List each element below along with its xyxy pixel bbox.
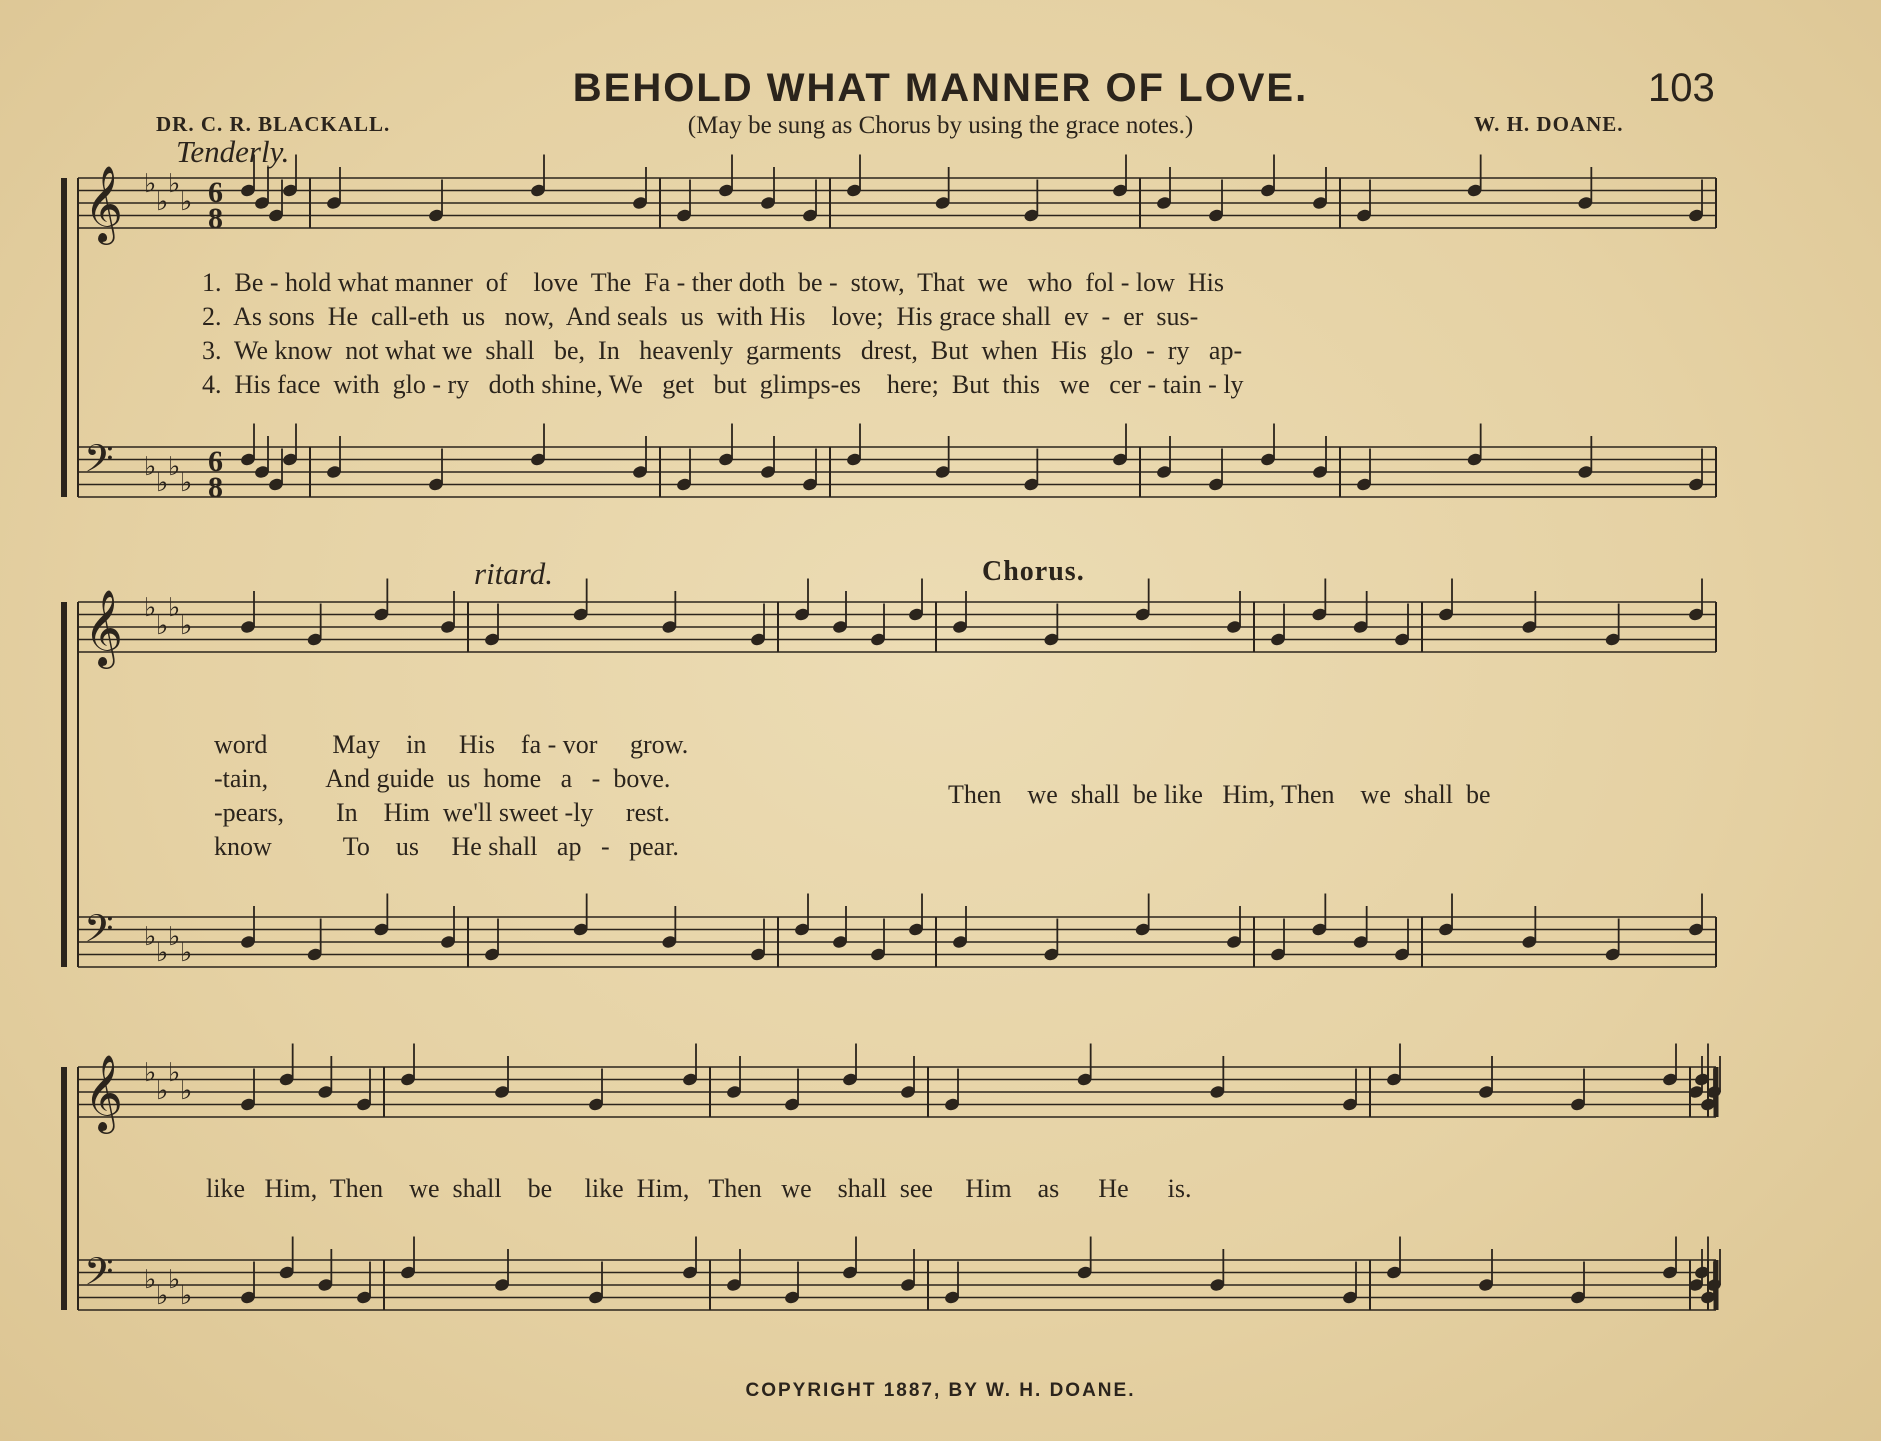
chorus-marking: Chorus. — [982, 556, 1085, 587]
verse-3-line-b: -pears, In Him we'll sweet -ly rest. — [214, 798, 670, 827]
flat-sign-icon: ♭ — [156, 611, 169, 641]
tempo-marking: Tenderly. — [176, 134, 290, 169]
chorus-lyric-line-1: Then we shall be like Him, Then we shall be — [948, 780, 1491, 809]
flat-sign-icon: ♭ — [180, 938, 193, 968]
flat-sign-icon: ♭ — [144, 922, 157, 952]
time-signature-top: 6 — [208, 445, 223, 478]
flat-sign-icon: ♭ — [144, 169, 157, 199]
flat-sign-icon: ♭ — [180, 1076, 193, 1106]
flat-sign-icon: ♭ — [180, 1281, 193, 1311]
flat-sign-icon: ♭ — [144, 1058, 157, 1088]
treble-clef-icon: 𝄞 — [84, 1054, 124, 1131]
flat-sign-icon: ♭ — [144, 1265, 157, 1295]
copyright-notice: COPYRIGHT 1887, BY W. H. DOANE. — [745, 1380, 1136, 1401]
flat-sign-icon: ♭ — [156, 1281, 169, 1311]
performance-note: (May be sung as Chorus by using the grace notes.) — [687, 112, 1194, 139]
flat-sign-icon: ♭ — [156, 468, 169, 498]
flat-sign-icon: ♭ — [168, 169, 181, 199]
time-signature-bottom: 8 — [208, 202, 223, 235]
flat-sign-icon: ♭ — [156, 1076, 169, 1106]
flat-sign-icon: ♭ — [168, 1058, 181, 1088]
bass-staff — [78, 894, 1716, 969]
flat-sign-icon: ♭ — [180, 187, 193, 217]
flat-sign-icon: ♭ — [144, 593, 157, 623]
treble-clef-icon: 𝄞 — [84, 589, 124, 666]
bass-staff — [78, 1237, 1722, 1312]
treble-staff — [78, 155, 1716, 246]
flat-sign-icon: ♭ — [180, 611, 193, 641]
lyricist-credit: DR. C. R. BLACKALL. — [156, 112, 391, 136]
bass-clef-icon: 𝄢 — [84, 1249, 114, 1303]
verse-2-line-a: 2. As sons He call-eth us now, And seals us with His love; His grace shall ev - er sus- — [202, 302, 1199, 331]
treble-clef-icon: 𝄞 — [84, 165, 124, 242]
flat-sign-icon: ♭ — [168, 1265, 181, 1295]
flat-sign-icon: ♭ — [156, 187, 169, 217]
bass-clef-icon: 𝄢 — [84, 906, 114, 960]
flat-sign-icon: ♭ — [144, 452, 157, 482]
treble-staff — [78, 579, 1716, 670]
time-signature-top: 6 — [208, 176, 223, 209]
bass-staff — [78, 424, 1716, 505]
verse-2-line-b: -tain, And guide us home a - bove. — [214, 764, 671, 793]
verse-4-line-a: 4. His face with glo - ry doth shine, We get but glimps-es here; But this we cer - tain - ly — [202, 370, 1244, 399]
verse-1-line-a: 1. Be - hold what manner of love The Fa - ther doth be - stow, That we who fol - low His — [202, 268, 1224, 297]
flat-sign-icon: ♭ — [168, 922, 181, 952]
hymn-title: BEHOLD WHAT MANNER OF LOVE. — [572, 66, 1309, 110]
treble-staff — [78, 1044, 1722, 1135]
flat-sign-icon: ♭ — [180, 468, 193, 498]
time-signature-bottom: 8 — [208, 471, 223, 504]
page-number: 103 — [1648, 66, 1715, 110]
ritard-marking: ritard. — [474, 556, 553, 591]
composer-credit: W. H. DOANE. — [1474, 112, 1624, 136]
flat-sign-icon: ♭ — [168, 593, 181, 623]
verse-3-line-a: 3. We know not what we shall be, In heavenly garments drest, But when His glo - ry ap- — [202, 336, 1243, 365]
bass-clef-icon: 𝄢 — [84, 436, 114, 490]
chorus-lyric-line-2: like Him, Then we shall be like Him, Then we shall see Him as He is. — [206, 1174, 1192, 1203]
flat-sign-icon: ♭ — [156, 938, 169, 968]
verse-1-line-b: word May in His fa - vor grow. — [214, 730, 689, 759]
verse-4-line-b: know To us He shall ap - pear. — [214, 832, 679, 861]
flat-sign-icon: ♭ — [168, 452, 181, 482]
